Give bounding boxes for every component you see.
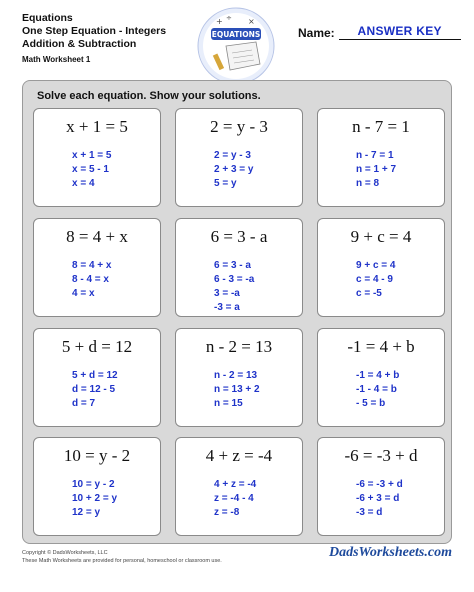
solution-steps xyxy=(214,259,254,315)
problem-equation: -1 = 4 + b xyxy=(347,337,415,356)
solution-step: -1 - 4 = b xyxy=(356,384,397,395)
solution-step: 3 = -a xyxy=(214,288,240,299)
solution-step: z = -8 xyxy=(214,507,240,518)
solution-step: x + 1 = 5 xyxy=(72,150,112,161)
name-field xyxy=(298,24,461,40)
problem-card xyxy=(175,437,303,536)
solution-steps xyxy=(356,478,403,520)
problem-equation: n - 2 = 13 xyxy=(205,337,273,356)
footer xyxy=(22,549,222,565)
problem-card xyxy=(317,108,445,207)
problem-card xyxy=(175,108,303,207)
solution-steps xyxy=(72,259,111,301)
solution-steps xyxy=(214,149,253,191)
solution-step: d = 12 - 5 xyxy=(72,384,116,395)
problem-equation: 5 + d = 12 xyxy=(61,337,133,356)
solution-step: 10 + 2 = y xyxy=(72,493,118,504)
solution-step: 4 + z = -4 xyxy=(214,479,257,490)
solution-step: 12 = y xyxy=(72,507,101,518)
solution-step: -6 = -3 + d xyxy=(356,479,403,490)
equations-logo-icon xyxy=(196,6,276,86)
solution-step: 5 + d = 12 xyxy=(72,370,118,381)
solution-step: -1 = 4 + b xyxy=(356,370,400,381)
problem-card xyxy=(33,108,161,207)
svg-text:×: × xyxy=(248,17,255,26)
problem-card xyxy=(175,328,303,427)
problem-equation: 6 = 3 - a xyxy=(210,227,268,246)
solution-step: 2 + 3 = y xyxy=(214,164,254,175)
solution-steps xyxy=(214,478,256,520)
problem-equation: 8 = 4 + x xyxy=(66,227,128,246)
problems-panel xyxy=(22,80,452,544)
solution-steps xyxy=(72,478,117,520)
problem-equation: 4 + z = -4 xyxy=(205,446,273,465)
worksheet-title: Equations xyxy=(22,12,73,24)
solution-steps xyxy=(356,259,395,301)
problem-card xyxy=(317,437,445,536)
solution-step: 8 = 4 + x xyxy=(72,260,112,271)
answer-key-label: ANSWER KEY xyxy=(339,24,461,40)
worksheet-subtopic: Addition & Subtraction xyxy=(22,38,137,50)
solution-step: 4 = x xyxy=(72,288,95,299)
problem-equation: 9 + c = 4 xyxy=(350,227,412,246)
name-label: Name: xyxy=(298,26,335,40)
solution-steps xyxy=(356,149,396,191)
svg-text:+: + xyxy=(216,17,223,26)
problem-equation: -6 = -3 + d xyxy=(344,446,418,465)
problem-card xyxy=(317,328,445,427)
problem-equation: 2 = y - 3 xyxy=(210,117,268,136)
solution-step: c = 4 - 9 xyxy=(356,274,393,285)
solution-steps xyxy=(72,369,118,411)
solution-step: n = 8 xyxy=(356,178,380,189)
solution-steps xyxy=(72,149,111,191)
solution-step: 6 = 3 - a xyxy=(214,260,251,271)
usage-note: These Math Worksheets are provided for personal, homeschool or classroom use. xyxy=(22,558,222,564)
solution-step: n - 7 = 1 xyxy=(356,150,394,161)
solution-step: 5 = y xyxy=(214,178,237,189)
solution-step: 10 = y - 2 xyxy=(72,479,115,490)
problem-card xyxy=(33,437,161,536)
solution-step: - 5 = b xyxy=(356,398,386,409)
brand-logo: DadsWorksheets.com xyxy=(328,545,452,560)
solution-step: -6 + 3 = d xyxy=(356,493,400,504)
solution-step: d = 7 xyxy=(72,398,96,409)
problem-card xyxy=(175,218,303,317)
problem-card xyxy=(33,328,161,427)
solution-steps xyxy=(356,369,399,411)
problem-grid xyxy=(33,108,445,536)
solution-step: n - 2 = 13 xyxy=(214,370,258,381)
problem-equation: n - 7 = 1 xyxy=(352,117,410,136)
solution-step: c = -5 xyxy=(356,288,382,299)
worksheet-topic: One Step Equation - Integers xyxy=(22,25,167,37)
solution-step: z = -4 - 4 xyxy=(214,493,254,504)
problem-equation: x + 1 = 5 xyxy=(66,117,128,136)
problem-equation: 10 = y - 2 xyxy=(63,446,131,465)
solution-steps xyxy=(214,369,260,411)
solution-step: 9 + c = 4 xyxy=(356,260,396,271)
worksheet-number: Math Worksheet 1 xyxy=(22,55,91,64)
solution-step: n = 1 + 7 xyxy=(356,164,397,175)
problem-card xyxy=(317,218,445,317)
solution-step: n = 15 xyxy=(214,398,243,409)
svg-text:÷: ÷ xyxy=(226,14,232,22)
solution-step: x = 4 xyxy=(72,178,95,189)
solution-step: -3 = d xyxy=(356,507,383,518)
solution-step: x = 5 - 1 xyxy=(72,164,109,175)
solution-step: 6 - 3 = -a xyxy=(214,274,255,285)
solution-step: -3 = a xyxy=(214,302,240,313)
solution-step: n = 13 + 2 xyxy=(214,384,260,395)
worksheet-header xyxy=(22,12,166,66)
solution-step: 2 = y - 3 xyxy=(214,150,251,161)
copyright-text: Copyright © DadsWorksheets, LLC xyxy=(22,550,108,556)
problem-card xyxy=(33,218,161,317)
instructions: Solve each equation. Show your solutions. xyxy=(37,90,261,102)
solution-step: 8 - 4 = x xyxy=(72,274,109,285)
logo-text: EQUATIONS xyxy=(211,30,261,39)
